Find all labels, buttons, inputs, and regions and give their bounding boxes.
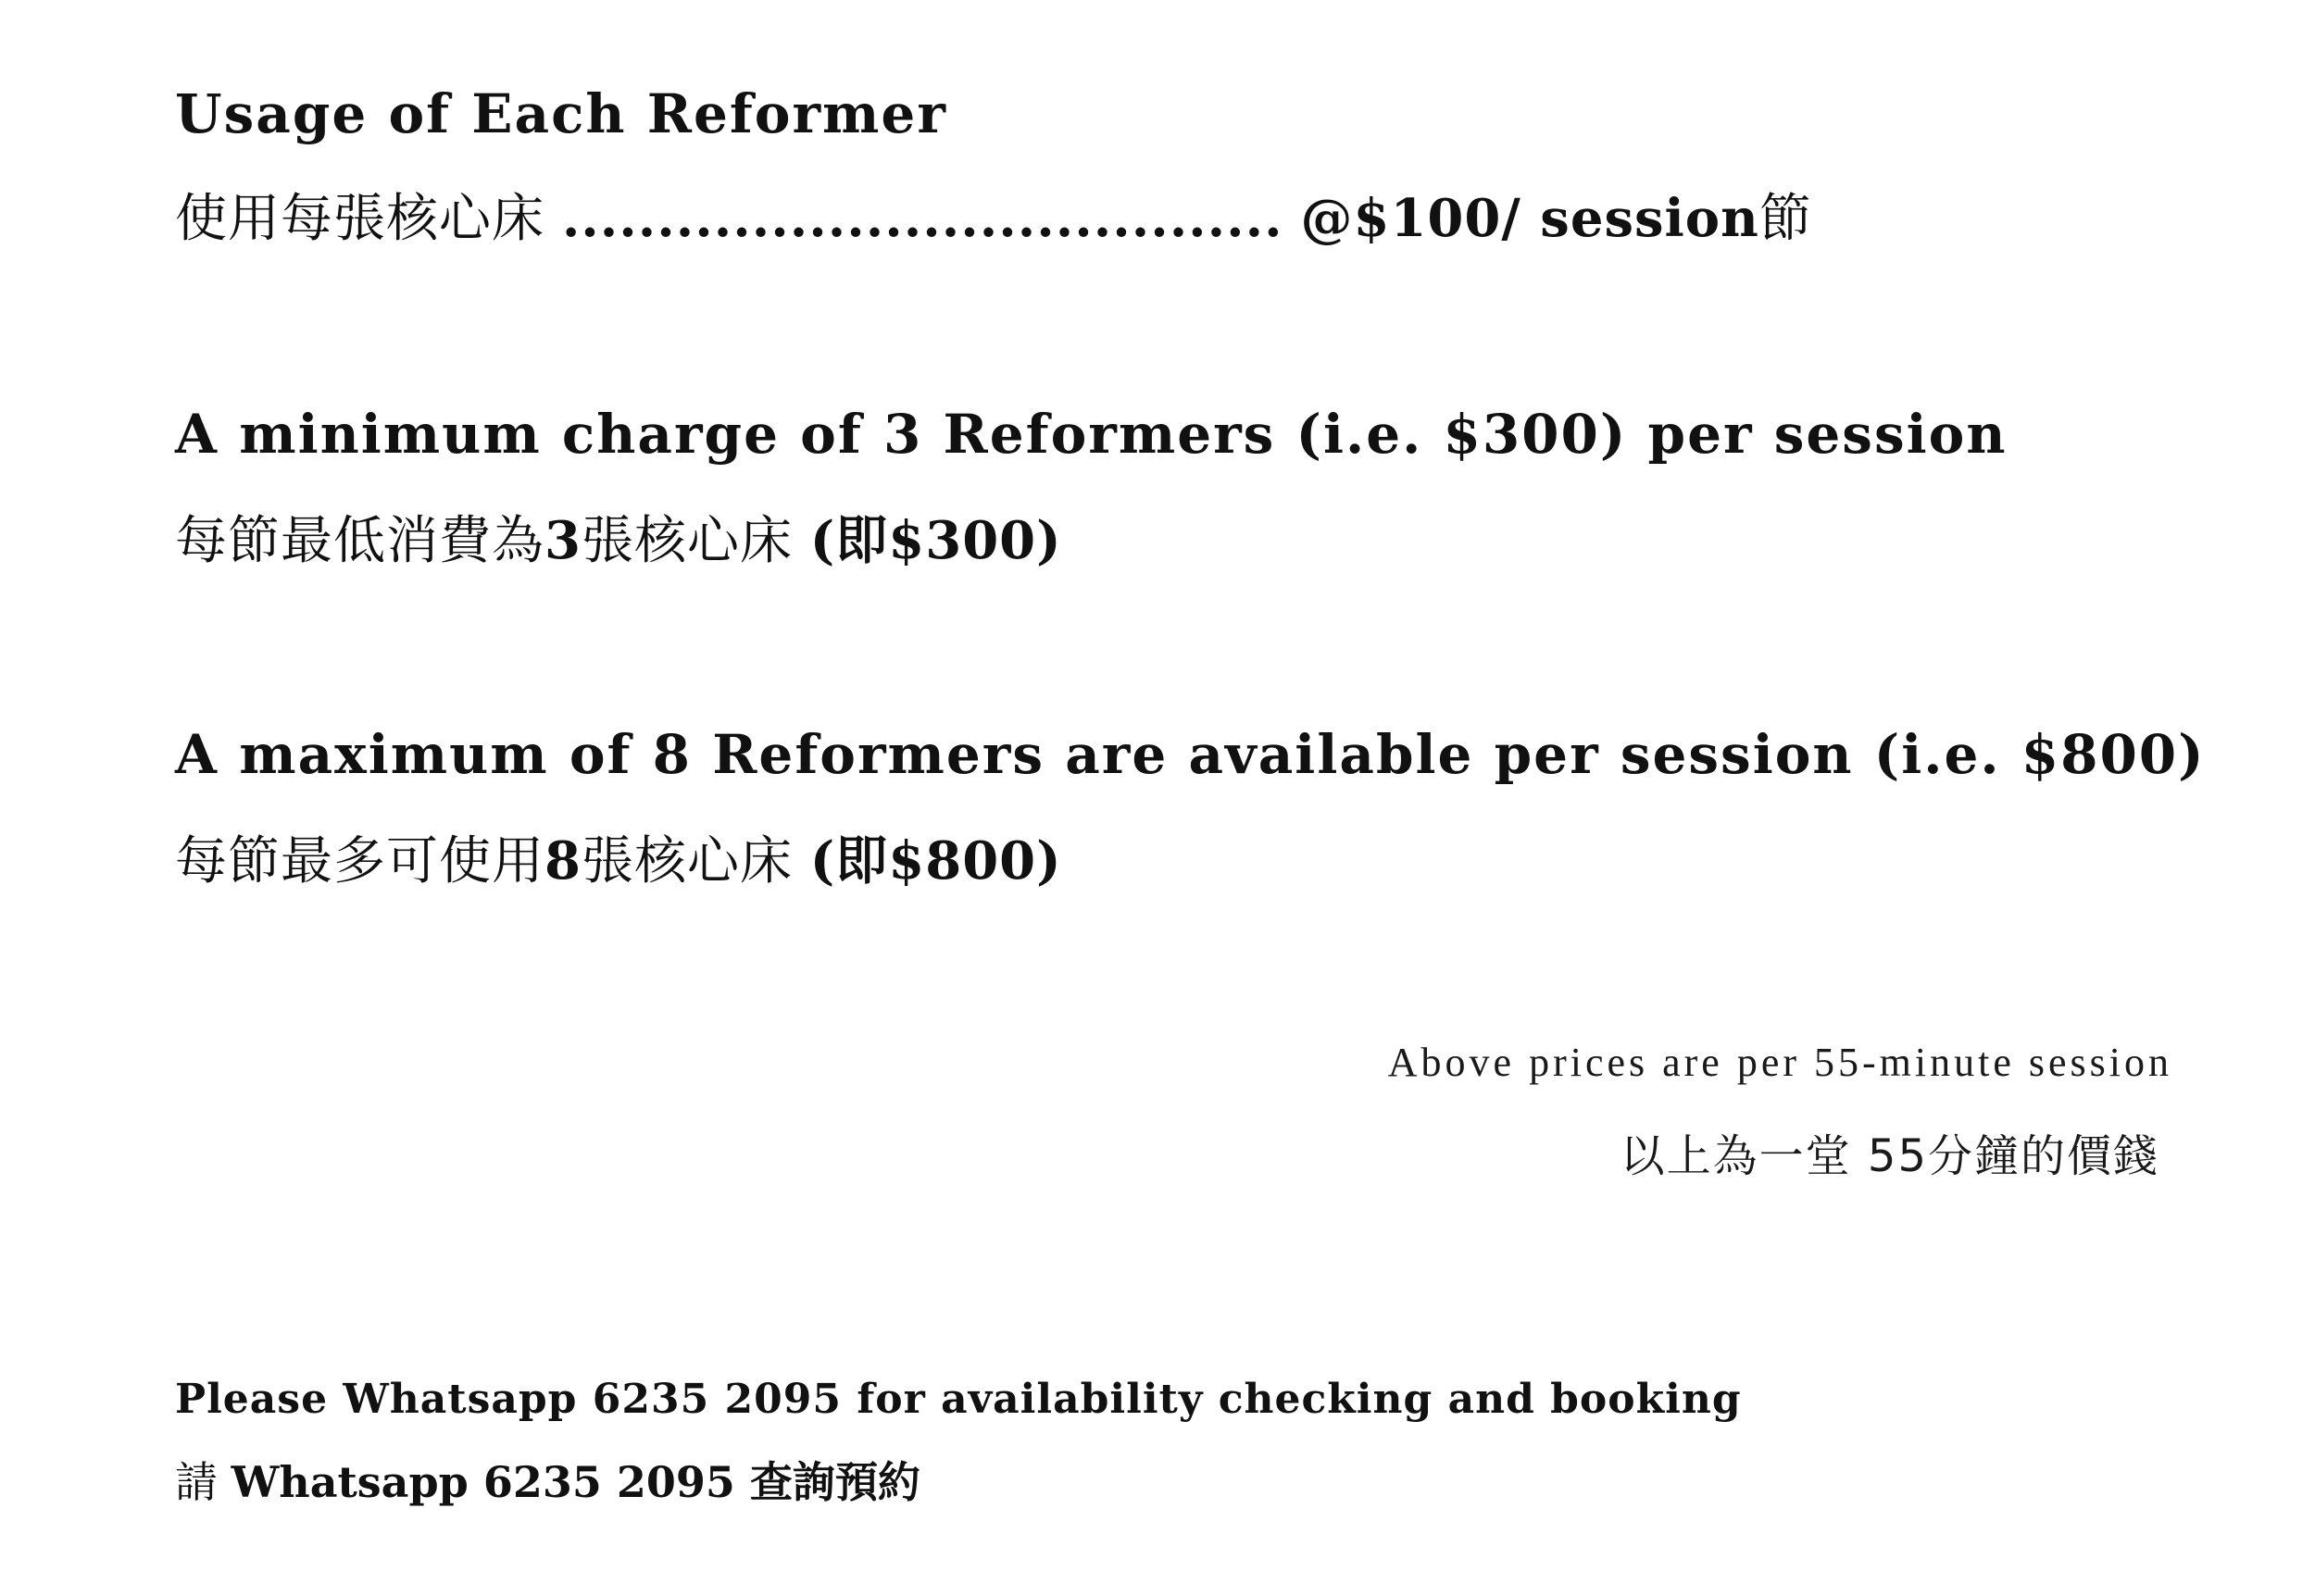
usage-heading <box>175 82 947 145</box>
minimum-charge-cn <box>175 510 1062 571</box>
session-length-note-cn: 以上為一堂 55分鐘的價錢 <box>1620 1130 2159 1182</box>
booking-cn-suffix: 查詢預約 <box>749 1457 920 1507</box>
minimum-cn-text2: 張核心床 <box>581 511 810 571</box>
booking-contact-cn <box>175 1457 920 1507</box>
maximum-cn-price: (即$800) <box>809 830 1062 892</box>
maximum-heading-text: A maximum of 8 Reformers are available per session (i.e. $800) <box>175 723 2206 786</box>
minimum-cn-price: (即$300) <box>809 510 1062 571</box>
usage-price-line <box>175 188 1812 249</box>
minimum-cn-text: 每節最低消費為 <box>175 511 544 571</box>
maximum-cn <box>175 830 1062 892</box>
minimum-charge-text: A minimum charge of 3 Reformers (i.e. $300) per session <box>175 403 2008 466</box>
usage-heading-text: Usage of Each Reformer <box>175 82 947 145</box>
usage-cn-label: 使用每張核心床 <box>175 189 544 249</box>
booking-cn-whatsapp: Whatsapp 6235 2095 <box>231 1457 750 1507</box>
minimum-cn-number: 3 <box>544 510 582 571</box>
usage-price-suffix: 節 <box>1758 189 1812 249</box>
maximum-heading <box>175 723 2206 786</box>
booking-cn-prefix: 請 <box>175 1457 232 1507</box>
minimum-charge-heading <box>175 403 2008 466</box>
maximum-cn-text2: 張核心床 <box>581 831 810 892</box>
maximum-cn-text: 每節最多可使用 <box>175 831 544 892</box>
booking-contact-en <box>175 1376 1742 1423</box>
usage-price: @$100/ session <box>1300 188 1759 249</box>
session-length-note-en: Above prices are per 55-minute session <box>1387 1040 2172 1085</box>
booking-contact-en-text: Please Whatsapp 6235 2095 for availability checking and booking <box>175 1376 1742 1423</box>
maximum-cn-number: 8 <box>544 830 582 892</box>
usage-dot-leader: ...................................... <box>561 188 1283 249</box>
